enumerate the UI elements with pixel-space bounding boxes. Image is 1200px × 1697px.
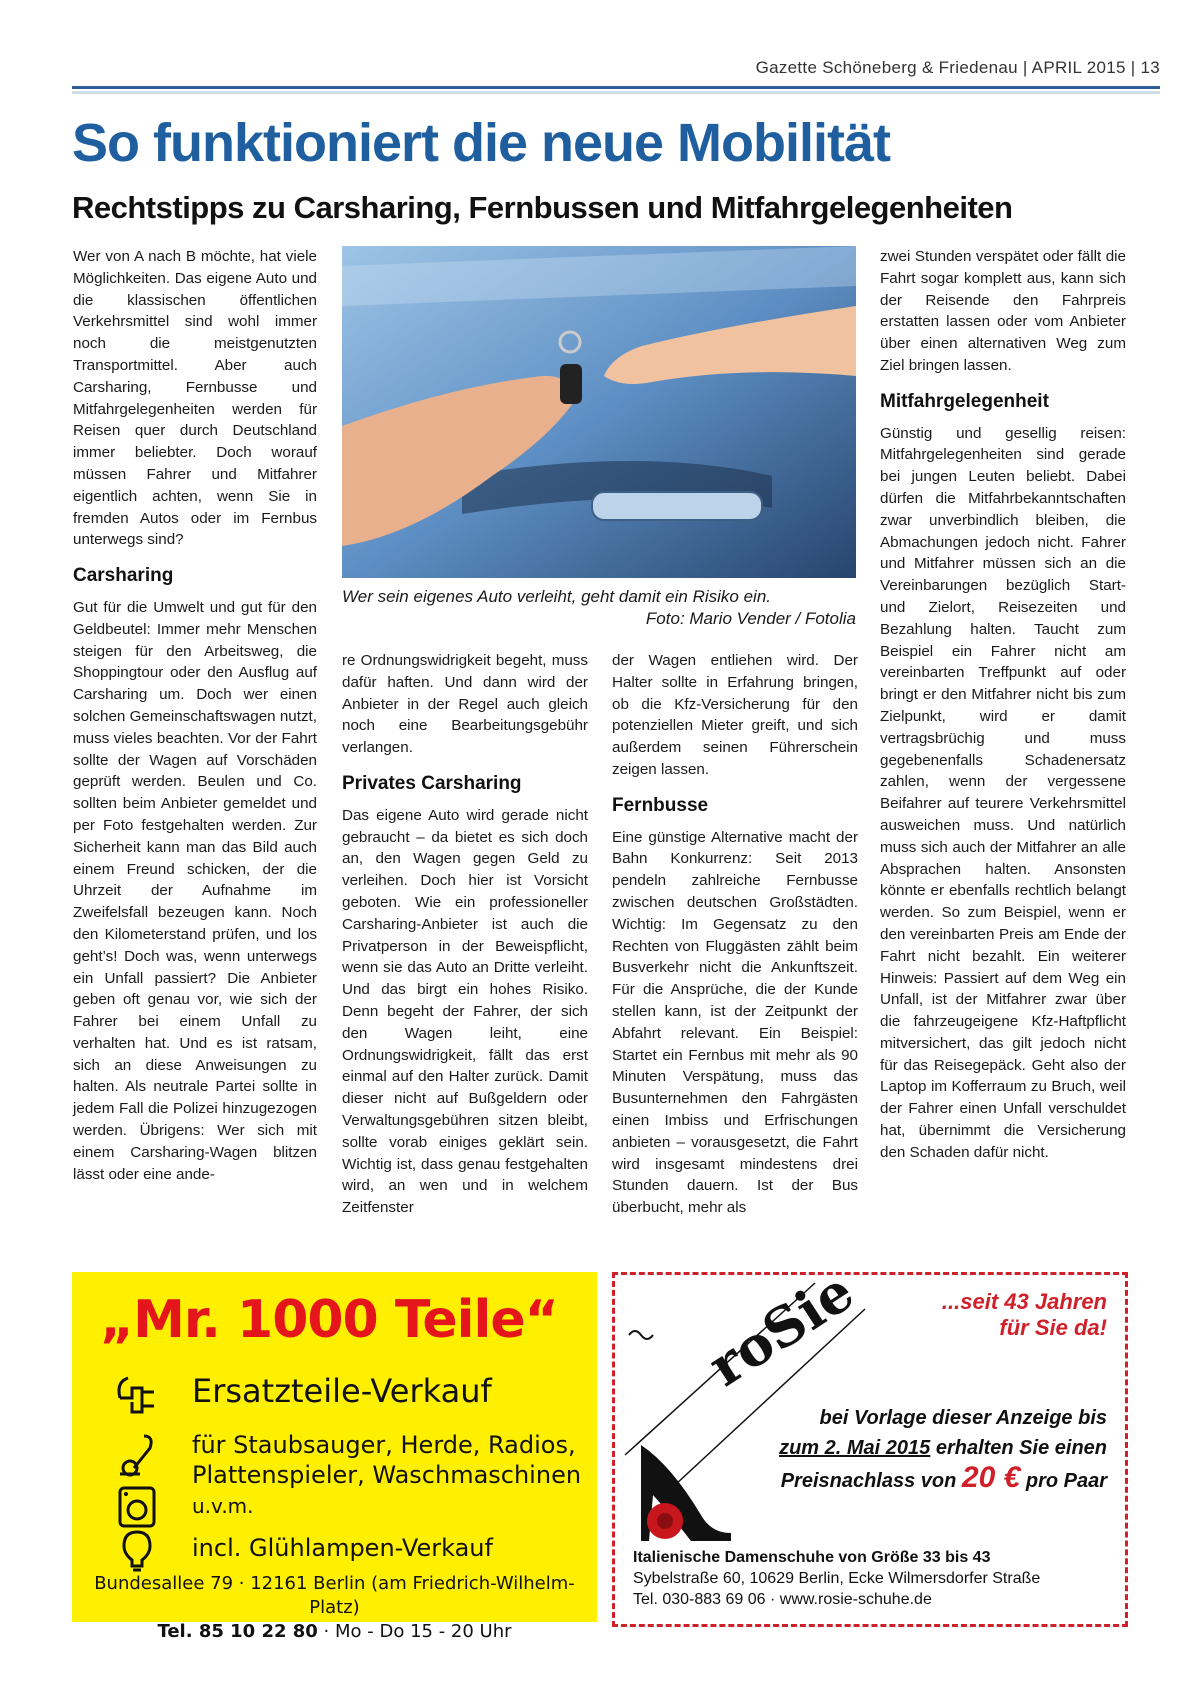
fernbusse-continued: zwei Stunden verspätet oder fällt die Fahrt sogar komplett aus, kann sich der Reisende den Fahrpreis erstatten lassen oder vom Anbieter über einen alternativen Weg zum Ziel bringen lassen.	[880, 248, 1126, 374]
ad-teile-tel: Tel. 85 10 22 80	[157, 1621, 318, 1642]
plug-icon	[114, 1372, 160, 1418]
ad-teile-line-2: für Staubsauger, Herde, Radios,	[192, 1431, 576, 1459]
column-4	[880, 246, 1126, 1164]
lightbulb-icon	[114, 1528, 160, 1574]
heading-carsharing: Carsharing	[73, 565, 174, 587]
caption-text: Wer sein eigenes Auto verleiht, geht damit ein Risiko ein.	[342, 587, 772, 606]
article-title: So funktioniert die neue Mobilität	[72, 113, 891, 173]
ad-teile-contact	[72, 1620, 597, 1644]
high-heel-shoe-icon	[631, 1425, 741, 1545]
heading-fernbusse: Fernbusse	[612, 794, 709, 816]
rosie-offer-date: zum 2. Mai 2015	[779, 1437, 931, 1459]
carsharing-continued: re Ordnungswidrigkeit begeht, muss dafür haften. Und dann wird der Anbieter in der Regel auch gleich noch eine Bearbeitungsgebühr verlangen.	[342, 652, 588, 757]
rosie-footer-3: Tel. 030-883 69 06 · www.rosie-schuhe.de	[633, 1591, 932, 1608]
ad-teile-address	[72, 1572, 597, 1644]
car-key-handover-image	[342, 246, 856, 578]
ad-teile-line-5: incl. Glühlampen-Verkauf	[192, 1534, 493, 1562]
ad-teile-line-4: u.v.m.	[192, 1494, 254, 1518]
rosie-offer-3a: Preisnachlass von	[780, 1470, 962, 1492]
rosie-footer-1: Italienische Damenschuhe von Größe 33 bis 43	[633, 1549, 991, 1566]
rosie-offer	[779, 1403, 1107, 1496]
privat-paragraph: Das eigene Auto wird gerade nicht gebraucht – da bietet es sich doch an, den Wagen gegen Geld zu verleihen. Doch hier ist Vorsicht geboten. Wie ein professioneller Carsharing-Anbieter ist auch die Privatperson in der Beweispflicht, wenn sie das Auto an Dritte verleiht. Und das birgt ein hohes Risiko. Denn begeht der Fahrer, der sich den Wagen leiht, eine Ordnungswidrigkeit, fällt das erst einmal auf den Halter zurück. Damit dieser nicht auf Bußgeldern oder Verwaltungsgebühren sitzen bleibt, sollte vorab einiges geklärt sein. Wichtig ist, dass genau festgehalten wird, an wen und in welchem Zeitfenster	[342, 806, 588, 1217]
rosie-logo: roSie	[697, 1258, 865, 1399]
article-subtitle: Rechtstipps zu Carsharing, Fernbussen und Mitfahrgelegenheiten	[72, 190, 1013, 225]
scissors-icon	[629, 1331, 653, 1339]
carsharing-paragraph: Gut für die Umwelt und gut für den Geldbeutel: Immer mehr Menschen steigen für den Arbeitsweg, die Shoppingtour oder den Ausflug auf Carsharing um. Doch wer einen solchen Gemeinschaftswagen nutzt, muss vieles beachten. Vor der Fahrt sollte der Wagen auf Vorschäden geprüft werden. Beulen und Co. sollten beim Anbieter gemeldet und per Foto festgehalten werden. Zur Sicherheit kann man das Bild auch einem Freund schicken, der die Uhrzeit der Aufnahme im Zweifelsfall bezeugen kann. Noch den Kilometerstand prüfen, und los geht’s! Doch was, wenn unterwegs ein Unfall passiert? Die Anbieter geben oft genau vor, wie sich der Fahrer bei einem Unfall zu verhalten hat. Und es ist ratsam, sich an diese Anweisungen zu halten. Als neutrale Partei sollte in jedem Fall die Polizei hinzugezogen werden. Übrigens: Wer sich mit einem Carsharing-Wagen blitzen lässt oder eine ande-	[73, 598, 317, 1183]
rosie-slogan-2: für Sie da!	[999, 1315, 1107, 1340]
ad-teile-hours: · Mo - Do 15 - 20 Uhr	[317, 1621, 512, 1642]
ad-teile-line-1: Ersatzteile-Verkauf	[192, 1372, 492, 1410]
page-header: Gazette Schöneberg & Friedenau | APRIL 2015 | 13	[755, 58, 1160, 77]
rosie-footer-2: Sybelstraße 60, 10629 Berlin, Ecke Wilmersdorfer Straße	[633, 1570, 1041, 1587]
rosie-offer-2b: erhalten Sie einen	[930, 1437, 1107, 1459]
washing-machine-icon	[114, 1484, 160, 1530]
rosie-offer-3c: pro Paar	[1020, 1470, 1107, 1492]
fernbusse-paragraph: Eine günstige Alternative macht der Bahn Konkurrenz: Seit 2013 pendeln zahlreiche Fernbusse zwischen deutschen Großstädten. Wichtig: Im Gegensatz zu den Rechten von Fluggästen zählt beim Busverkehr nicht die Ankunftszeit. Für die Ansprüche, die der Kunde stellen kann, ist der Zeitpunkt der Abfahrt relevant. Ein Beispiel: Startet ein Fernbus mit mehr als 90 Minuten Verspätung, muss das Busunternehmen den Fahrgästen einen Imbiss und Erfrischungen anbieten – vorausgesetzt, die Fahrt wird insgesamt mindestens drei Stunden dauern. Ist der Bus überbucht, mehr als	[612, 828, 858, 1217]
ad-rosie-schuhe	[612, 1258, 1128, 1627]
photo-caption	[342, 586, 856, 630]
vacuum-icon	[114, 1432, 160, 1478]
rosie-slogan-1: ...seit 43 Jahren	[941, 1289, 1107, 1314]
heading-privates-carsharing: Privates Carsharing	[342, 772, 522, 794]
rosie-discount: 20 €	[961, 1461, 1021, 1494]
ad-teile-line-3: Plattenspieler, Waschmaschinen	[192, 1461, 582, 1489]
rosie-footer	[633, 1547, 1040, 1610]
ad-teile-title: „Mr. 1000 Teile“	[100, 1290, 558, 1350]
ad-teile-street: Bundesallee 79 · 12161 Berlin (am Friedrich-Wilhelm-Platz)	[94, 1573, 575, 1618]
ad-mr-1000-teile	[72, 1272, 597, 1642]
column-2	[342, 650, 588, 1219]
intro-paragraph: Wer von A nach B möchte, hat viele Möglichkeiten. Das eigene Auto und die klassischen öffentlichen Verkehrsmittel sind wohl immer noch die meistgenutzten Transportmittel. Aber auch Carsharing, Fernbusse und Mitfahrgelegenheiten werden für Reisen quer durch Deutschland immer beliebter. Doch worauf müssen Fahrer und Mitfahrer eigentlich achten, wenn Sie in fremden Autos oder im Fernbus unterwegs sind?	[73, 248, 317, 549]
privat-continued: der Wagen entliehen wird. Der Halter sollte in Erfahrung bringen, ob die Kfz-Versicherung für den potenziellen Mieter greift, und sich außerdem seinen Führerschein zeigen lassen.	[612, 652, 858, 778]
article-photo	[342, 246, 856, 578]
rosie-offer-2	[779, 1433, 1107, 1463]
photo-credit: Foto: Mario Vender / Fotolia	[645, 609, 856, 628]
rosie-offer-3	[779, 1463, 1107, 1496]
mitfahr-paragraph: Günstig und gesellig reisen: Mitfahrgelegenheiten sind gerade bei jungen Leuten beliebt. Dabei dürfen die Mitfahrbekanntschaften zwar unverbindlich bleiben, die Abmachungen jedoch nicht. Fahrer und Mitfahrer müssen sich an die Vereinbarungen bezüglich Start- und Zielort, Reisezeiten und Bezahlung halten. Taucht zum Beispiel ein Fahrer nicht am vereinbarten Treffpunkt auf oder bringt er den Mitfahrer nicht bis zum Zielpunkt, wird er damit vertragsbrüchig und muss gegebenenfalls Schadenersatz zahlen, wenn der vergessene Beifahrer auf teurere Verkehrsmittel ausweichen muss. Und natürlich muss sich auch der Mitfahrer an alle Absprachen halten. Ansonsten könnte er ebenfalls rechtlich belangt werden. So zum Beispiel, wenn er den vereinbarten Preis am Ende der Fahrt nicht bezahlt. Ein weiterer Hinweis: Passiert auf dem Weg ein Unfall, ist der Mitfahrer zwar über die fahrzeugeigene Kfz-Haftpflicht mitversichert, das gilt jedoch nicht für das Reisegepäck. Geht also der Laptop im Kofferraum zu Bruch, weil der Fahrer einen Unfall verschuldet hat, übernimmt die Versicherung den Schaden dafür nicht.	[880, 424, 1126, 1161]
header-rule	[72, 86, 1160, 96]
rosie-slogan	[942, 1289, 1107, 1341]
heading-mitfahrgelegenheit: Mitfahrgelegenheit	[880, 390, 1049, 412]
rosie-offer-1: bei Vorlage dieser Anzeige bis	[819, 1407, 1107, 1429]
column-1	[73, 246, 317, 1185]
column-3	[612, 650, 858, 1219]
